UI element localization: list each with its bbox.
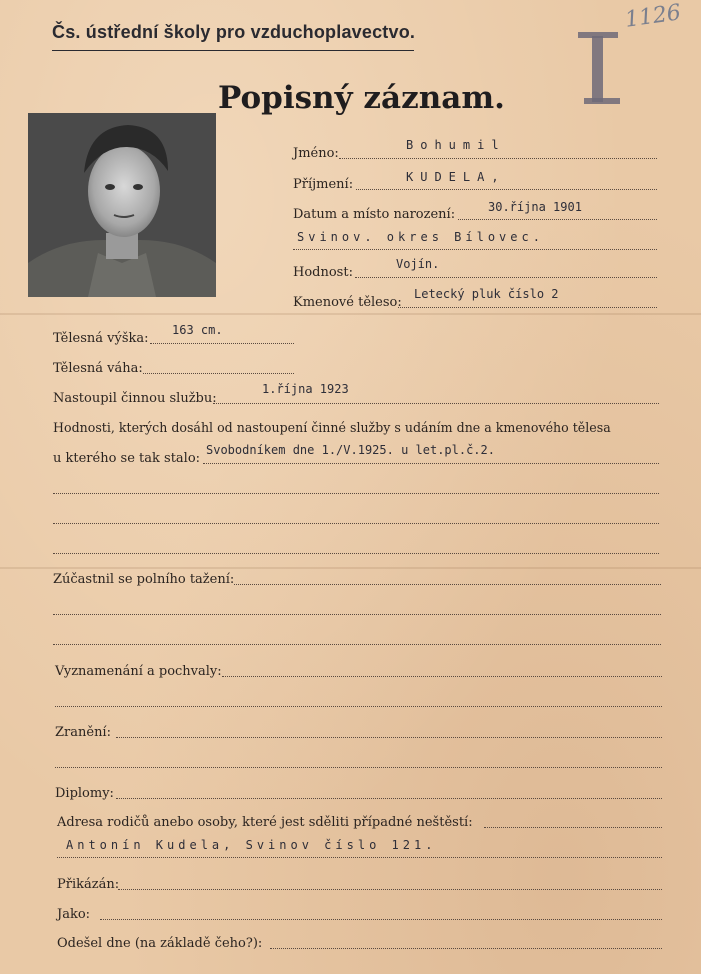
birth-date-line [458,219,657,220]
address-label: Adresa rodičů anebo osoby, které jest sděliti případné neštěstí: [57,815,473,830]
height-value: 163 cm. [172,323,223,337]
unit-value: Letecký pluk číslo 2 [414,287,559,301]
rank-label: Hodnost: [293,265,353,280]
heading-underline [52,50,414,51]
paper-fold-line [0,313,701,315]
first-name-value: Bohumil [406,138,506,152]
first-name-line [339,158,657,159]
height-line [150,343,294,344]
weight-line [143,373,294,374]
weight-label: Tělesná váha: [53,361,143,376]
reference-number: 1126 [623,0,683,33]
unit-line [398,307,657,308]
portrait-photo-icon [28,113,216,297]
rank-value: Vojín. [396,257,440,271]
as-label: Jako: [57,907,91,922]
decorations-label: Vyznamenání a pochvaly: [55,664,222,679]
blank-line [55,767,662,768]
injuries-label: Zranění: [55,725,111,740]
stamp-i-icon [576,26,626,110]
blank-line [53,553,659,554]
service-start-label: Nastoupil činnou službu: [53,391,217,406]
unit-label: Kmenové těleso: [293,295,402,310]
portrait-photo [28,113,216,297]
as-line [100,919,662,920]
assigned-label: Přikázán: [57,877,120,892]
blank-line [53,644,661,645]
blank-line [53,614,661,615]
campaign-line [234,584,661,585]
height-label: Tělesná výška: [53,331,149,346]
organization-heading: Čs. ústřední školy pro vzduchoplavectvo. [52,22,416,42]
birth-date-value: 30.října 1901 [488,200,582,214]
service-start-line [213,403,659,404]
ranks-value: Svobodníkem dne 1./V.1925. u let.pl.č.2. [206,443,495,457]
campaign-label: Zúčastnil se polního tažení: [53,572,235,587]
assigned-line [118,889,662,890]
injuries-line [116,737,662,738]
paper-fold-line [0,567,701,569]
blank-line [55,706,662,707]
departure-label: Odešel dne (na základě čeho?): [57,936,263,951]
birth-place-line [293,249,657,250]
ranks-label-line1: Hodnosti, kterých dosáhl od nastoupení činné služby s udáním dne a kmenového tělesa [53,420,611,435]
roman-numeral-stamp [576,26,626,110]
page-title: Popisný záznam. [218,80,505,116]
first-name-label: Jméno: [293,146,339,161]
rank-line [355,277,657,278]
decorations-line [222,676,662,677]
address-value-line [57,857,662,858]
ranks-line [203,463,659,464]
birth-place-value: Svinov. okres Bílovec. [297,230,544,244]
birth-label: Datum a místo narození: [293,207,456,222]
surname-line [356,189,657,190]
blank-line [53,493,659,494]
surname-value: KUDELA, [406,170,506,184]
ranks-label-line2: u kterého se tak stalo: [53,451,201,466]
address-line [484,827,662,828]
diplomas-label: Diplomy: [55,786,114,801]
surname-label: Příjmení: [293,177,354,192]
address-value: Antonín Kudela, Svinov číslo 121. [66,838,437,852]
departure-line [270,948,662,949]
diplomas-line [116,798,662,799]
blank-line [53,523,659,524]
service-start-value: 1.října 1923 [262,382,349,396]
